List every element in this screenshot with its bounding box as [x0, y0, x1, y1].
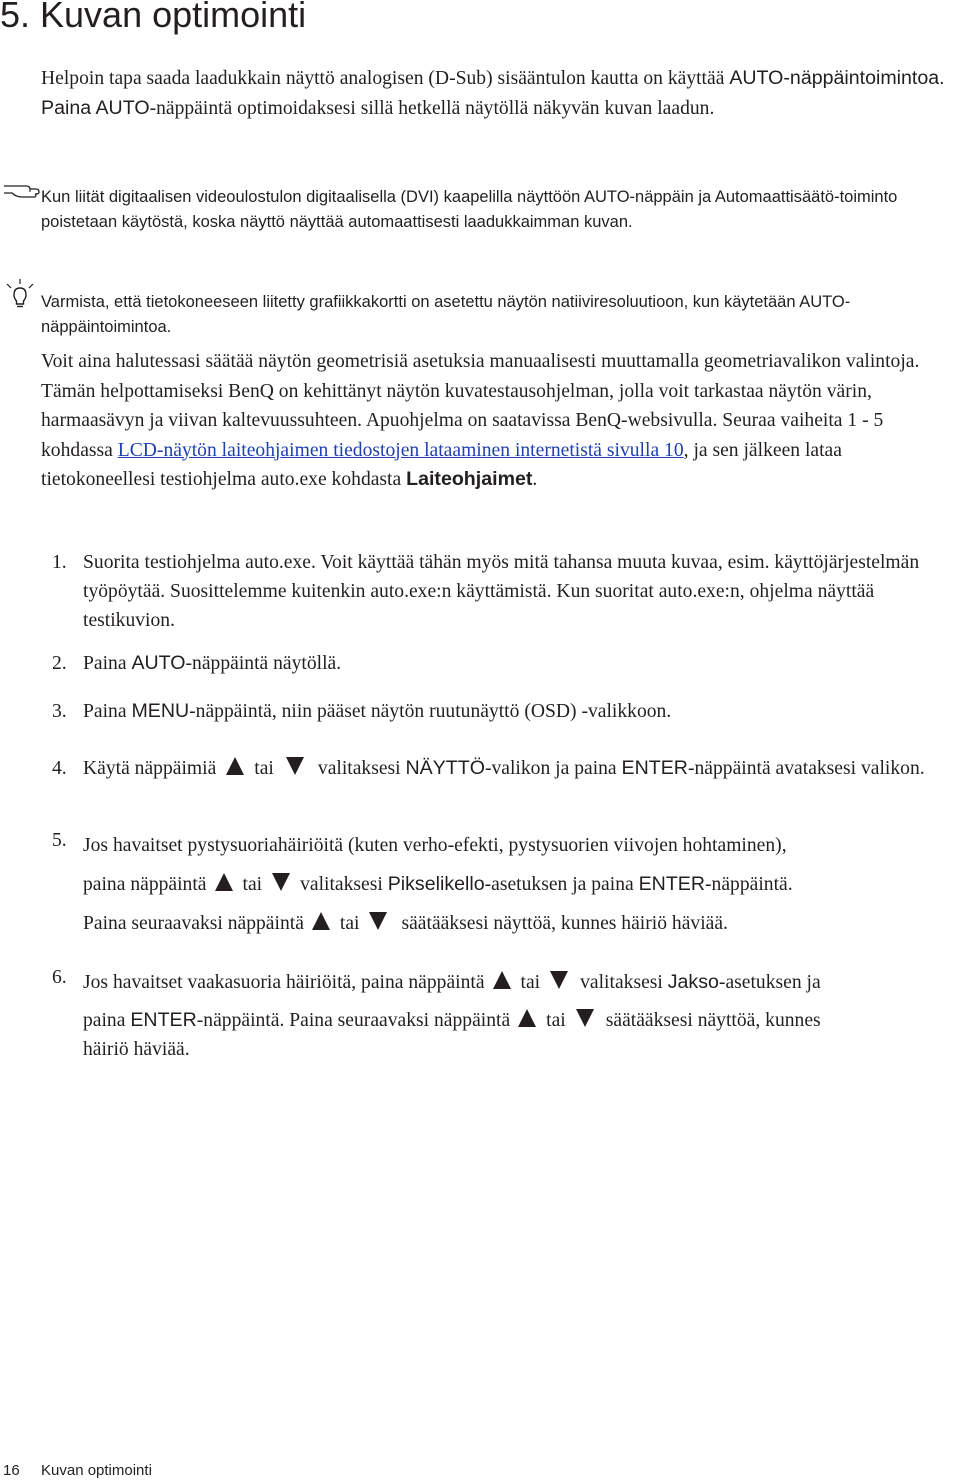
step-number: 4.: [52, 758, 67, 779]
step-text: tai: [254, 758, 274, 779]
step-text: Käytä näppäimiä: [83, 758, 217, 779]
step-text: tai: [546, 1010, 566, 1031]
up-arrow-key-icon: [215, 873, 233, 891]
auto-key-label: AUTO: [729, 67, 784, 89]
drivers-label: Laiteohjaimet: [406, 468, 533, 490]
step-text: tai: [339, 913, 360, 934]
intro-paragraph: [41, 64, 946, 123]
manual-text-1: Voit aina halutessasi säätää näytön geometrisiä asetuksia manuaalisesti muuttamalla geometriavalikon valintoja. Tämän helpottamiseksi BenQ on kehittänyt näytön kuvatestausohjelman, jolla voit tarkastaa näytön värin, harmaasävyn ja viivan kaltevuussuhteen. Apuohjelma on saatavissa BenQ-websivulla. Seuraa vaiheita 1 - 5 kohdassa: [41, 351, 920, 461]
driver-download-link[interactable]: LCD-näytön laiteohjaimen tiedostojen lataaminen internetistä sivulla 10: [117, 439, 684, 461]
step-text: Jos havaitset vaakasuoria häiriöitä, paina näppäintä: [83, 972, 485, 993]
down-arrow-key-icon: [286, 757, 304, 775]
step-text: -näppäintä, niin pääset näytön ruutunäyttö (OSD) -valikkoon.: [189, 701, 672, 722]
step-1: [52, 548, 952, 638]
step-text: Suorita testiohjelma auto.exe. Voit käyttää tähän myös mitä tahansa muuta kuvaa, esim. käyttöjärjestelmän työpöytää. Suosittelemme kuitenkin auto.exe:n käyttämistä. Kun suoritat auto.exe:n, ohjelma näyttää testikuvion.: [83, 552, 920, 631]
menu-key-label: MENU: [131, 700, 190, 722]
step-text: säätääksesi näyttöä, kunnes häiriö häviää.: [401, 913, 728, 934]
dvi-note: Kun liität digitaalisen videoulostulon digitaalisella (DVI) kaapelilla näyttöön AUTO-näppäin ja Automaattisäätö-toiminto poistetaan käytöstä, koska näyttö näyttää automaattisesti laadukkaimman kuvan.: [41, 188, 898, 231]
footer-title: Kuvan optimointi: [41, 1462, 152, 1479]
step-text: paina näppäintä: [83, 874, 207, 895]
intro-text-1: Helpoin tapa saada laadukkain näyttö analogisen (D-Sub) sisääntulon kautta on käyttää: [41, 68, 725, 89]
down-arrow-key-icon: [369, 912, 387, 930]
step-3: [52, 697, 952, 727]
step-number: 5.: [52, 830, 67, 851]
up-arrow-key-icon: [312, 912, 330, 930]
step-number: 1.: [52, 552, 67, 573]
period-label: Jakso: [667, 971, 719, 993]
step-6: [52, 963, 952, 1063]
down-arrow-key-icon: [550, 971, 568, 989]
page-title: 5. Kuvan optimointi: [0, 0, 307, 35]
intro-text-2: -näppäintoimintoa. Paina: [41, 67, 945, 119]
down-arrow-key-icon: [576, 1009, 594, 1027]
step-text: -valikon ja paina: [484, 758, 622, 779]
step-text: tai: [520, 972, 541, 993]
step-text: säätääksesi näyttöä, kunnes: [605, 1010, 821, 1031]
enter-key-label: ENTER: [130, 1009, 197, 1031]
step-number: 2.: [52, 653, 67, 674]
step-text: Paina seuraavaksi näppäintä: [83, 913, 304, 934]
step-4: [52, 754, 952, 814]
step-text: paina: [83, 1010, 131, 1031]
step-text: valitaksesi: [300, 874, 388, 895]
step-5: [52, 826, 952, 936]
step-number: 3.: [52, 701, 67, 722]
resolution-tip: Varmista, että tietokoneeseen liitetty grafiikkakortti on asetettu näytön natiiviresoluutioon, kun käytetään AUTO-näppäintoimintoa.: [41, 293, 851, 336]
page-number: 16: [3, 1462, 20, 1479]
step-text: valitaksesi: [580, 972, 668, 993]
step-text: -asetuksen ja paina: [484, 874, 639, 895]
manual-text-2: , ja sen jälkeen lataa tietokoneellesi testiohjelma auto.exe kohdasta: [41, 439, 842, 490]
up-arrow-key-icon: [518, 1009, 536, 1027]
step-2: [52, 649, 952, 679]
step-text: -näppäintä näytöllä.: [185, 653, 342, 674]
step-number: 6.: [52, 967, 67, 988]
step-text: -asetuksen ja: [718, 972, 821, 993]
pixel-clock-label: Pikselikello: [387, 873, 485, 895]
down-arrow-key-icon: [272, 873, 290, 891]
auto-key-label-2: AUTO: [95, 96, 150, 119]
manual-text-3: .: [532, 469, 538, 490]
step-text: -näppäintä.: [705, 874, 793, 895]
step-text: valitaksesi: [317, 758, 406, 779]
step-text: Paina: [83, 653, 132, 674]
enter-key-label: ENTER: [621, 757, 688, 779]
manual-paragraph: [41, 347, 946, 495]
step-text: Jos havaitset pystysuoriahäiriöitä (kuten verho-efekti, pystysuorien viivojen hohtaminen),: [83, 835, 787, 856]
step-text: -näppäintä avataksesi valikon.: [687, 758, 925, 779]
intro-text-3: -näppäintä optimoidaksesi sillä hetkellä näytöllä näkyvän kuvan laadun.: [149, 97, 715, 119]
step-text: Paina: [83, 701, 132, 722]
up-arrow-key-icon: [226, 757, 244, 775]
lightbulb-icon: [3, 278, 37, 310]
enter-key-label: ENTER: [638, 873, 706, 895]
step-text: häiriö häviää.: [83, 1039, 190, 1060]
step-text: tai: [242, 874, 263, 895]
display-menu-label: NÄYTTÖ: [405, 757, 485, 779]
up-arrow-key-icon: [493, 971, 511, 989]
pointing-hand-icon: [2, 180, 42, 200]
step-text: -näppäintä. Paina seuraavaksi näppäintä: [196, 1010, 511, 1031]
auto-key-label: AUTO: [131, 652, 186, 674]
